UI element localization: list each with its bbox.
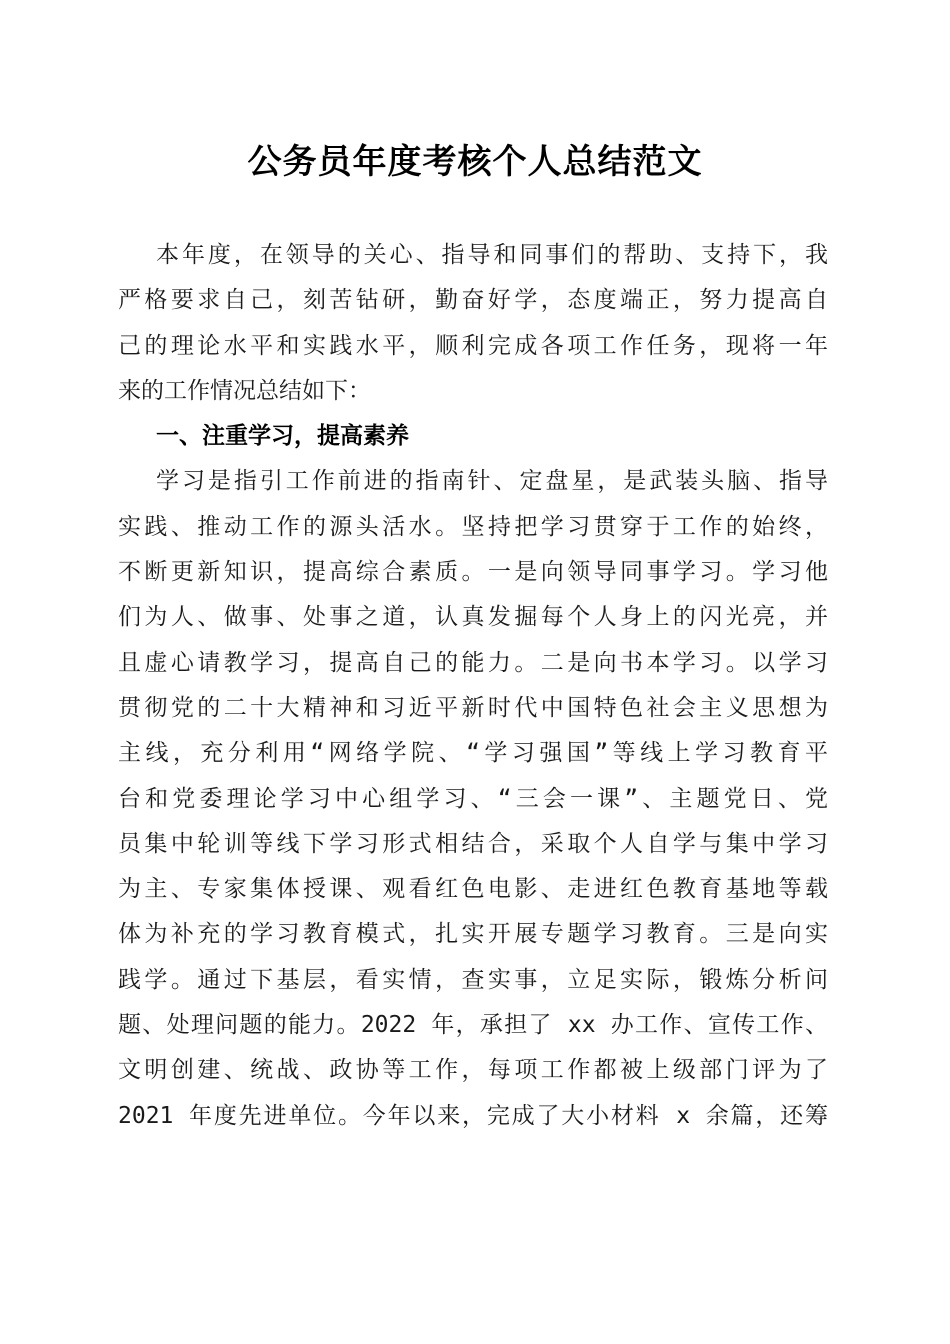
paragraph-line: 来的工作情况总结如下： bbox=[118, 377, 371, 404]
paragraph-line: 2021 年度先进单位。今年以来，完成了大小材料 x 余篇，还筹 bbox=[118, 1102, 828, 1129]
document-title: 公务员年度考核个人总结范文 bbox=[247, 142, 703, 182]
paragraph-line: 员集中轮训等线下学习形式相结合，采取个人自学与集中学习 bbox=[118, 830, 828, 857]
paragraph-line: 文明创建、统战、政协等工作，每项工作都被上级部门评为了 bbox=[118, 1057, 828, 1084]
paragraph-line: 们为人、做事、处事之道，认真发掘每个人身上的闪光亮，并 bbox=[118, 604, 828, 631]
paragraph-line: 己的理论水平和实践水平，顺利完成各项工作任务，现将一年 bbox=[118, 332, 828, 359]
paragraph-line: 台和党委理论学习中心组学习、“三会一课”、主题党日、党 bbox=[118, 785, 828, 812]
paragraph-line: 贯彻党的二十大精神和习近平新时代中国特色社会主义思想为 bbox=[118, 694, 828, 721]
paragraph-line: 实践、推动工作的源头活水。坚持把学习贯穿于工作的始终， bbox=[118, 513, 828, 540]
paragraph-line: 践学。通过下基层，看实情，查实事，立足实际，锻炼分析问 bbox=[118, 966, 828, 993]
paragraph-line: 题、处理问题的能力。2022 年，承担了 xx 办工作、宣传工作、 bbox=[118, 1012, 828, 1039]
paragraph-line: 不断更新知识，提高综合素质。一是向领导同事学习。学习他 bbox=[118, 559, 828, 586]
document-body bbox=[118, 233, 828, 1139]
paragraph-line: 为主、专家集体授课、观看红色电影、走进红色教育基地等载 bbox=[118, 876, 828, 903]
paragraph-line: 主线，充分利用“网络学院、“学习强国”等线上学习教育平 bbox=[118, 740, 828, 767]
paragraph-line: 本年度，在领导的关心、指导和同事们的帮助、支持下，我 bbox=[156, 242, 828, 268]
paragraph-line: 体为补充的学习教育模式，扎实开展专题学习教育。三是向实 bbox=[118, 921, 828, 948]
section-heading: 一、注重学习，提高素养 bbox=[156, 423, 409, 450]
paragraph-line: 且虚心请教学习，提高自己的能力。二是向书本学习。以学习 bbox=[118, 649, 828, 676]
paragraph-line: 学习是指引工作前进的指南针、定盘星，是武装头脑、指导 bbox=[156, 468, 828, 495]
paragraph-line: 严格要求自己，刻苦钻研，勤奋好学，态度端正，努力提高自 bbox=[118, 287, 828, 314]
